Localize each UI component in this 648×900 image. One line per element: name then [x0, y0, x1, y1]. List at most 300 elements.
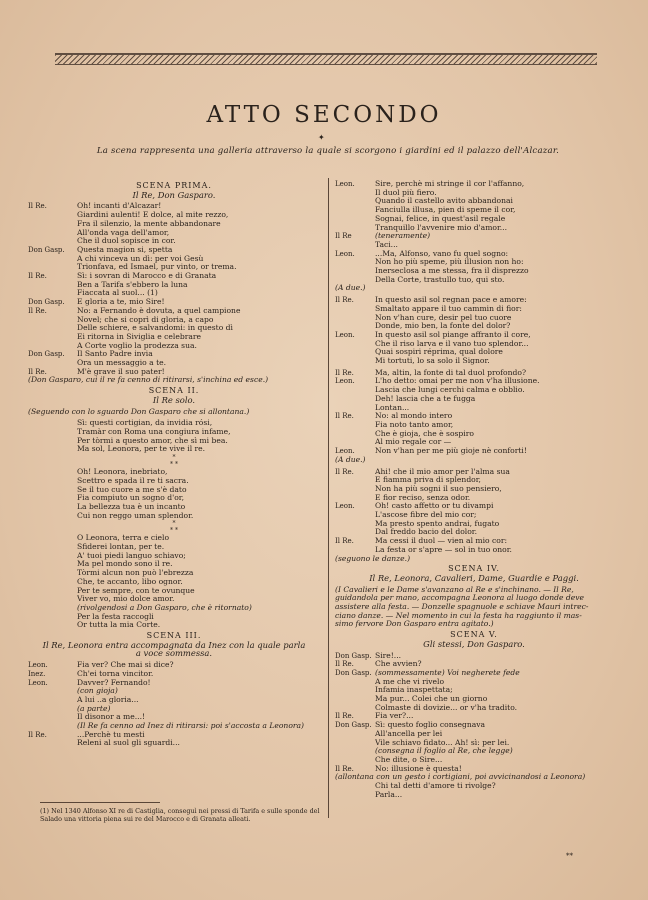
verse-text: Fia compiuto un sogno d'or, — [77, 494, 185, 503]
speaker-label — [28, 705, 77, 714]
verse-text: Fra il silenzio, la mente abbandonare — [77, 219, 221, 228]
verse-text: Ma sol, Leonora, per te vive il re. — [77, 445, 206, 454]
dialogue-line — [335, 357, 613, 366]
stage-direction: (allontana con un gesto i cortigiani, poi avvicinandosi a Leonora) — [335, 773, 586, 782]
speaker-label — [335, 357, 375, 366]
speaker-label — [28, 552, 77, 561]
dialogue-line — [335, 331, 613, 340]
speaker-label — [28, 237, 77, 246]
speaker-label — [28, 503, 77, 512]
dialogue-line — [28, 587, 320, 596]
verse-text: A lui ..a gloria... — [77, 695, 139, 704]
stage-direction: ciano danze. — Nel momento in cui la festa ha raggiunto il mas- — [335, 611, 582, 620]
verse-text: Non v'han cure, desir pel tuo cuore — [375, 313, 512, 322]
dialogue-line — [28, 359, 320, 368]
dialogue-line — [28, 419, 320, 428]
speaker-label — [28, 722, 77, 731]
verse-text: A me che vi rivelo — [375, 677, 445, 686]
speaker-label — [335, 215, 375, 224]
speaker-label — [335, 546, 375, 555]
verse-text: No: al mondo intero — [375, 412, 453, 421]
speaker-label — [28, 281, 77, 290]
verse-text: A Corte voglio la prodezza sua. — [77, 341, 197, 350]
speaker-label — [28, 713, 77, 722]
dialogue-line — [335, 189, 613, 198]
verse-text: O Leonora, terra e cielo — [77, 534, 170, 543]
verse-text: Non ha più sogni il suo pensiero, — [375, 484, 502, 493]
dialogue-line — [28, 428, 320, 437]
verse-text: Non v'han per me più gioje nè conforti! — [375, 447, 527, 456]
verse-text: ...Ma, Alfonso, vano fu quel sogno: — [375, 249, 509, 258]
verse-text: Ora un messaggio a te. — [77, 359, 167, 368]
stage-direction: (A due.) — [335, 455, 366, 464]
verse-text: In questo asil sol regnan pace e amore: — [375, 296, 527, 305]
dialogue-line — [28, 494, 320, 503]
dialogue-line — [335, 430, 613, 439]
dialogue-line — [335, 476, 613, 485]
dialogue-line — [335, 215, 613, 224]
column-divider — [328, 178, 329, 818]
speaker-label — [28, 534, 77, 543]
dialogue-line — [335, 537, 613, 546]
dialogue-line — [28, 739, 320, 748]
right-column — [335, 180, 613, 800]
verse-text: Chi tal detti d'amore ti rivolge? — [375, 782, 496, 791]
dialogue-line — [335, 232, 613, 241]
dialogue-line — [28, 679, 320, 688]
verse-text: Fiaccata al suol... (1) — [77, 289, 158, 298]
verse-text: Ma, altin, la fonte di tal duol profondo? — [375, 368, 527, 377]
dialogue-line — [335, 704, 613, 713]
speaker-label — [335, 206, 375, 215]
dialogue-line — [335, 395, 613, 404]
verse-text: Vile schiavo fidato... Ah! sì: per lei. — [375, 738, 510, 747]
verse-text: Non ho più speme, più illusion non ho: — [375, 258, 524, 267]
speaker-label — [335, 258, 375, 267]
dialogue-line — [28, 486, 320, 495]
dialogue-line — [28, 477, 320, 486]
speaker-label — [335, 314, 375, 323]
dialogue-line — [28, 713, 320, 722]
verse-text: È fiamma priva di splendor, — [375, 476, 481, 485]
speaker-label — [335, 348, 375, 357]
scene-characters: Gli stessi, Don Gasparo. — [423, 638, 525, 649]
verse-text: Sire!... — [375, 651, 402, 660]
verse-text: La bellezza tua è un incanto — [77, 502, 186, 511]
dialogue-line — [28, 220, 320, 229]
speaker-label — [335, 485, 375, 494]
verse-text: Il disonor a me...! — [77, 713, 146, 722]
verse-text: A' tuoi piedi languo schiavo; — [77, 551, 186, 560]
stage-direction: simo fervore Don Gasparo entra agitato.) — [335, 620, 494, 629]
speaker-label — [335, 322, 375, 331]
dialogue-line — [335, 712, 613, 721]
verse-text: Smaltato appare il tuo cammin di fior: — [375, 304, 522, 313]
speaker-label — [28, 578, 77, 587]
speaker-label — [28, 560, 77, 569]
speaker-label — [28, 263, 77, 272]
dialogue-line — [335, 322, 613, 331]
verse-text: Ahi! che il mio amor per l'alma sua — [375, 467, 510, 476]
verse-text: Inerseclosa a me stessa, fra il disprezzo — [375, 267, 529, 276]
speaker-label — [28, 229, 77, 238]
verse-text: Davver? Fernando! — [77, 678, 151, 687]
speaker-label — [28, 289, 77, 298]
verse-text: (consegna il foglio al Re, che legge) — [375, 747, 513, 756]
speaker-label — [335, 791, 375, 800]
speaker-label: Don Gasp. — [335, 721, 372, 730]
verse-text: Tramàr con Roma una congiura infame, — [77, 427, 231, 436]
speaker-label — [335, 267, 375, 276]
verse-text: Fia noto tanto amor, — [375, 420, 454, 429]
dialogue-line — [28, 445, 320, 454]
speaker-label: Il Re. — [335, 467, 354, 476]
verse-text: Ma presto spento andrai, fugato — [375, 519, 500, 528]
verse-text: All'ancella per lei — [375, 729, 443, 738]
dialogue-line — [335, 377, 613, 386]
stage-direction: (Seguendo con lo sguardo Don Gasparo che si allontana.) — [28, 407, 250, 416]
dialogue-line — [335, 747, 613, 756]
verse-text: M'è grave il suo pater! — [77, 367, 165, 376]
verse-text: Ma pur... Colei che un giorno — [375, 695, 488, 704]
dialogue-line — [335, 468, 613, 477]
dialogue-line — [335, 224, 613, 233]
verse-text: Che è gioja, che è sospiro — [375, 429, 474, 438]
speaker-label — [28, 512, 77, 521]
speaker-label: Leon. — [335, 447, 355, 456]
dialogue-line — [335, 546, 613, 555]
verse-text: No: a Fernando è dovuta, a quel campione — [77, 306, 241, 315]
verse-text: Scettro e spada il re ti sacra. — [77, 476, 189, 485]
speaker-label: Don Gasp. — [335, 651, 372, 660]
verse-text: Sì: i sovran di Marocco e di Granata — [77, 272, 217, 281]
dialogue-line — [28, 560, 320, 569]
verse-text: Che, te accanto, libo ognor. — [77, 577, 183, 586]
dialogue-line — [28, 316, 320, 325]
scene-heading: SCENA IV. — [448, 564, 500, 574]
speaker-label — [28, 613, 77, 622]
dialogue-line — [335, 421, 613, 430]
speaker-label — [28, 486, 77, 495]
speaker-label: Il Re. — [28, 730, 47, 739]
speaker-label — [335, 386, 375, 395]
verse-text: Ei ritorna in Siviglia e celebrare — [77, 332, 201, 341]
speaker-label — [335, 730, 375, 739]
speaker-label: Inez. — [28, 669, 46, 678]
verse-text: ...Perchè tu mesti — [77, 730, 145, 739]
speaker-label: Don Gasp. — [28, 245, 65, 254]
dialogue-line — [335, 197, 613, 206]
speaker-label — [335, 476, 375, 485]
speaker-label — [335, 528, 375, 537]
speaker-label — [335, 747, 375, 756]
speaker-label — [28, 604, 77, 613]
dialogue-line — [28, 604, 320, 613]
dialogue-line — [335, 669, 613, 678]
speaker-label — [28, 342, 77, 351]
verse-text: Che avvien? — [375, 660, 422, 669]
verse-text: Trionfava, ed Ismael, pur vinto, or trema. — [77, 263, 237, 272]
speaker-label: Leon. — [335, 377, 355, 386]
speaker-label: Il Re. — [28, 272, 47, 281]
speaker-label — [28, 696, 77, 705]
dialogue-line — [28, 333, 320, 342]
dialogue-line — [335, 765, 613, 774]
speaker-label — [28, 569, 77, 578]
speaker-label — [335, 520, 375, 529]
footnote: (1) Nel 1340 Alfonso XI re di Castiglia, conseguì nei pressi di Tarifa e sulle sponde del Salado una vittoria piena sui re del Marocco e di Granata alleati. — [40, 807, 320, 823]
speaker-label — [335, 404, 375, 413]
dialogue-line — [335, 340, 613, 349]
dialogue-line — [335, 369, 613, 378]
speaker-label — [335, 224, 375, 233]
verse-text: Ben a Tarifa s'ebbero la luna — [77, 280, 188, 289]
verse-text: Parla... — [375, 790, 403, 799]
verse-text: Or tutta la mia Corte. — [77, 621, 161, 630]
verse-text: Taci... — [375, 240, 398, 249]
speaker-label: Leon. — [335, 330, 355, 339]
verse-text: Novel; che si coprì di gloria, a capo — [77, 315, 214, 324]
dialogue-line — [335, 206, 613, 215]
verse-text: Sì: questi cortigian, da invidia rósi, — [77, 419, 213, 428]
speaker-label — [28, 587, 77, 596]
dialogue-line — [335, 241, 613, 250]
verse-text: Infamia inaspettata; — [375, 686, 453, 695]
verse-text: Fia ver?... — [375, 712, 414, 721]
dialogue-line — [335, 404, 613, 413]
verse-text: Al mio regale cor — — [375, 438, 452, 447]
dialogue-line — [335, 314, 613, 323]
dialogue-line — [28, 670, 320, 679]
speaker-label — [335, 678, 375, 687]
verse-text: Tranquillo l'avvenire mio d'amor... — [375, 223, 508, 232]
verse-text: E fior reciso, senza odor. — [375, 493, 471, 502]
dialogue-line — [28, 324, 320, 333]
verse-text: Che il duol sopisce in cor. — [77, 237, 176, 246]
verse-text: Ma cessi il duol — vien al mio cor: — [375, 537, 508, 546]
verse-text: Cui non reggo uman splendor. — [77, 511, 194, 520]
verse-text: Colmaste di dovizie... or v'ha tradito. — [375, 703, 518, 712]
verse-text: Della Corte, trastullo tuo, qui sto. — [375, 275, 505, 284]
verse-text: È gloria a te, mio Sire! — [77, 298, 165, 307]
dialogue-line — [28, 263, 320, 272]
verse-text: Oh! Leonora, inebriato, — [77, 468, 168, 477]
dialogue-line — [28, 468, 320, 477]
speaker-label: Leon. — [28, 661, 48, 670]
dialogue-line — [28, 543, 320, 552]
speaker-label: Leon. — [335, 180, 355, 188]
dialogue-line — [28, 307, 320, 316]
speaker-label: Leon. — [28, 678, 48, 687]
dialogue-line — [335, 695, 613, 704]
verse-text: Lascia che lungi cerchi calma e obblio. — [375, 386, 525, 395]
verse-text: Releni al suol gli sguardi... — [77, 739, 180, 748]
dialogue-line — [28, 722, 320, 731]
verse-text: Delle schiere, e salvandomi: in questo dì — [77, 324, 233, 333]
dialogue-line — [28, 534, 320, 543]
verse-text: Sfiderei lontan, per te. — [77, 543, 165, 552]
verse-text: L'ascose fibre del mio cor; — [375, 511, 477, 520]
verse-text: All'onda vaga dell'amor, — [77, 228, 170, 237]
dialogue-line — [335, 660, 613, 669]
verse-text: A chi vinceva un dì: per voi Gesù — [77, 254, 204, 263]
speaker-label — [335, 782, 375, 791]
dialogue-line — [28, 229, 320, 238]
verse-text: Giardini aulenti! E dolce, al mite rezzo, — [77, 211, 229, 220]
verse-text: Se il tuo cuore a me s'è dato — [77, 485, 187, 494]
dialogue-line — [335, 267, 613, 276]
verse-text: Oh! incanti d'Alcazar! — [77, 202, 162, 211]
dialogue-line — [335, 258, 613, 267]
verse-text: In questo asil sol piange affranto il core, — [375, 330, 531, 339]
dialogue-line — [335, 721, 613, 730]
asterism: * — [172, 520, 176, 528]
verse-text: Mi tortuti, lo sa solo il Signor. — [375, 357, 490, 366]
verse-text: Ch'ei torna vincitor. — [77, 669, 154, 678]
verse-text: Sì: questo foglio consegnava — [375, 721, 486, 730]
dialogue-line — [28, 202, 320, 211]
verse-text: (rivolgendosi a Don Gasparo, che è ritornato) — [77, 603, 252, 612]
dialogue-line — [335, 296, 613, 305]
left-column — [28, 180, 320, 748]
dialogue-line — [28, 731, 320, 740]
dialogue-line — [335, 502, 613, 511]
speaker-label — [28, 220, 77, 229]
scene-characters: Il Re, Leonora, Cavalieri, Dame, Guardie e Paggi. — [369, 572, 579, 583]
verse-text: Sire, perchè mi stringe il cor l'affanno, — [375, 180, 525, 188]
stage-direction: (I Cavalieri e le Dame s'avanzano al Re e s'inchinano. — Il Re, — [335, 585, 574, 594]
speaker-label — [335, 739, 375, 748]
dialogue-line — [335, 180, 613, 189]
dialogue-line — [28, 696, 320, 705]
dialogue-line — [28, 595, 320, 604]
decorative-border — [55, 53, 597, 65]
dialogue-line — [335, 739, 613, 748]
speaker-label — [28, 211, 77, 220]
speaker-label — [28, 324, 77, 333]
dialogue-line — [335, 276, 613, 285]
title-ornament: ✦ — [318, 133, 325, 142]
speaker-label — [28, 437, 77, 446]
dialogue-line — [28, 552, 320, 561]
speaker-label — [335, 494, 375, 503]
speaker-label — [335, 276, 375, 285]
speaker-label — [335, 686, 375, 695]
speaker-label — [335, 511, 375, 520]
footnote-rule — [40, 802, 160, 803]
dialogue-line — [335, 485, 613, 494]
verse-text: Sognai, felice, in quest'asil regale — [375, 214, 506, 223]
verse-text: (sommessamente) Voi negherete fede — [375, 668, 520, 677]
dialogue-line — [335, 730, 613, 739]
speaker-label: Il Re. — [335, 712, 354, 721]
stage-direction: (Don Gasparo, cui il re fa cenno di ritirarsi, s'inchina ed esce.) — [28, 376, 269, 385]
dialogue-line — [28, 503, 320, 512]
dialogue-line — [335, 438, 613, 447]
verse-text: Tòrmi alcun non può l'ebrezza — [77, 569, 194, 578]
speaker-label: Il Re. — [28, 306, 47, 315]
speaker-label: Il Re. — [335, 368, 354, 377]
dialogue-line — [335, 494, 613, 503]
speaker-label: Il Re. — [28, 367, 47, 376]
speaker-label — [335, 241, 375, 250]
dialogue-line — [28, 705, 320, 714]
speaker-label — [335, 189, 375, 198]
speaker-label: Il Re. — [335, 296, 354, 305]
dialogue-line — [28, 687, 320, 696]
verse-text: Lontan... — [375, 403, 410, 412]
stage-direction: (seguono le danze.) — [335, 554, 411, 563]
speaker-label — [335, 340, 375, 349]
asterism: * — [172, 454, 176, 462]
verse-text: Fanciulla illusa, pien di speme il cor, — [375, 206, 516, 215]
dialogue-line — [335, 305, 613, 314]
verse-text: Oh! casto affetto or tu divampi — [375, 502, 494, 511]
asterism: * * — [170, 527, 178, 535]
verse-text: (a parte) — [77, 704, 111, 713]
speaker-label: Don Gasp. — [28, 298, 65, 307]
verse-text: Donde, mio ben, la fonte del dolor? — [375, 322, 511, 331]
verse-text: Deh! lascia che a te fugga — [375, 394, 476, 403]
speaker-label — [28, 428, 77, 437]
speaker-label: Il Re. — [28, 202, 47, 211]
dialogue-line — [335, 386, 613, 395]
verse-text: La festa or s'apre — sol in tuo onor. — [375, 545, 512, 554]
dialogue-line — [335, 528, 613, 537]
verse-text: Per te sempre, con te ovunque — [77, 586, 195, 595]
speaker-label: Il Re. — [335, 537, 354, 546]
dialogue-line — [335, 348, 613, 357]
speaker-label — [335, 756, 375, 765]
dialogue-line — [28, 211, 320, 220]
dialogue-line — [28, 342, 320, 351]
speaker-label — [28, 333, 77, 342]
dialogue-line — [28, 569, 320, 578]
speaker-label — [28, 255, 77, 264]
scene-description: La scena rappresenta una galleria attraverso la quale si scorgono i giardini ed il palazzo dell'Alcazar. — [96, 146, 560, 156]
verse-text: (teneramente) — [375, 232, 431, 241]
dialogue-line — [28, 272, 320, 281]
dialogue-line — [335, 678, 613, 687]
verse-text: Dal freddo bacio del dolor. — [375, 528, 477, 537]
verse-text: Per la festa raccogli — [77, 612, 154, 621]
speaker-label: Il Re. — [335, 660, 354, 669]
scene-characters: Il Re solo. — [152, 394, 196, 405]
stage-direction: (A due.) — [335, 284, 366, 293]
verse-text: Che il riso larva e il vano tuo splendor... — [375, 339, 529, 348]
dialogue-line — [28, 237, 320, 246]
speaker-label — [28, 316, 77, 325]
dialogue-line — [335, 412, 613, 421]
speaker-label — [335, 421, 375, 430]
dialogue-line — [335, 782, 613, 791]
speaker-label — [335, 704, 375, 713]
speaker-label: Il Re. — [335, 412, 354, 421]
dialogue-line — [28, 437, 320, 446]
speaker-label — [335, 438, 375, 447]
verse-text: Questa magion si, spetta — [77, 245, 173, 254]
dialogue-line — [28, 621, 320, 630]
speaker-label — [335, 197, 375, 206]
speaker-label — [28, 543, 77, 552]
dialogue-line — [335, 686, 613, 695]
speaker-label — [335, 305, 375, 314]
dialogue-line — [28, 578, 320, 587]
scene-characters: Il Re, Don Gasparo. — [132, 189, 216, 200]
dialogue-line — [28, 613, 320, 622]
verse-text: Viver vo, mio dolce amor. — [77, 595, 175, 604]
dialogue-line — [28, 350, 320, 359]
